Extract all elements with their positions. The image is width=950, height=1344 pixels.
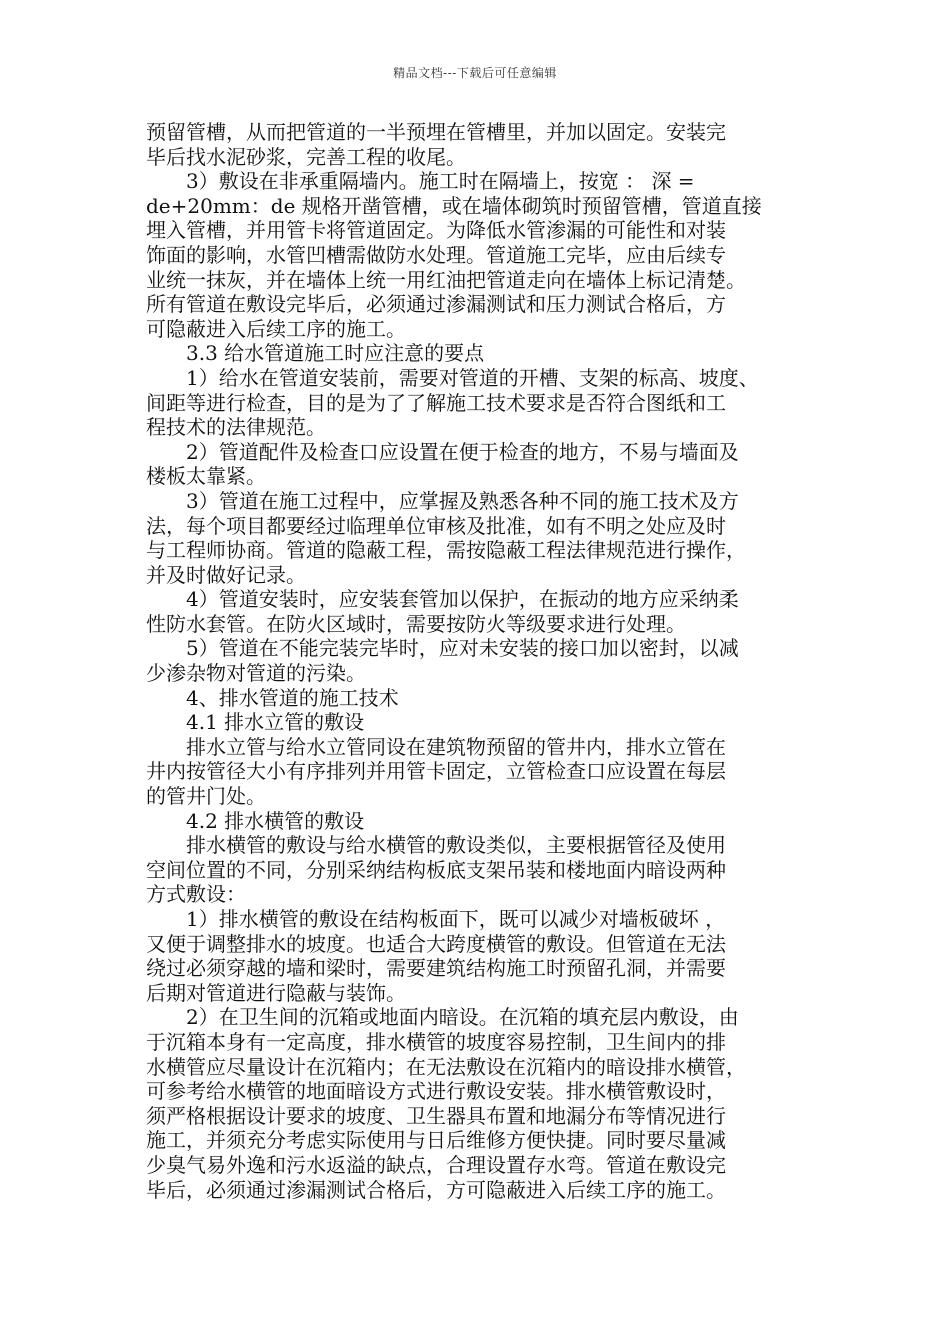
text-line: 埋入管槽，并用管卡将管道固定。为降低水管渗漏的可能性和对装	[146, 218, 726, 243]
text-line: 程技术的法律规范。	[146, 415, 326, 440]
text-line: 3）管道在施工过程中，应掌握及熟悉各种不同的施工技术及方	[186, 488, 739, 513]
text-line: 毕后找水泥砂浆，完善工程的收尾。	[146, 144, 466, 169]
text-line: 5）管道在不能完装完毕时，应对未安装的接口加以密封，以减	[186, 636, 739, 661]
text-line: 少渗杂物对管道的污染。	[146, 661, 366, 686]
text-line: 于沉箱本身有一定高度，排水横管的坡度容易控制，卫生间内的排	[146, 1029, 726, 1054]
text-line: 4.1 排水立管的敷设	[186, 710, 365, 735]
text-line: 又便于调整排水的坡度。也适合大跨度横管的敷设。但管道在无法	[146, 931, 726, 956]
text-line: 1）给水在管道安装前，需要对管道的开槽、支架的标高、坡度、	[186, 365, 759, 390]
document-body	[146, 120, 806, 1202]
text-line: 4.2 排水横管的敷设	[186, 808, 365, 833]
text-line: 所有管道在敷设完毕后，必须通过渗漏测试和压力测试合格后，方	[146, 292, 726, 317]
text-line: 可隐蔽进入后续工序的施工。	[146, 316, 406, 341]
text-line: 楼板太靠紧。	[146, 464, 266, 489]
text-line: 的管井门处。	[146, 784, 266, 809]
text-line: 绕过必须穿越的墙和梁时，需要建筑结构施工时预留孔洞，并需要	[146, 956, 726, 981]
text-line: 3）敷设在非承重隔墙内。施工时在隔墙上，按宽 ： 深 =	[186, 169, 695, 194]
text-line: 4）管道安装时，应安装套管加以保护，在振动的地方应采纳柔	[186, 587, 739, 612]
text-line: 后期对管道进行隐蔽与装饰。	[146, 980, 406, 1005]
text-line: 1）排水横管的敷设在结构板面下，既可以减少对墙板破坏 ，	[186, 907, 726, 931]
text-line: 业统一抹灰，并在墙体上统一用红油把管道走向在墙体上标记清楚。	[146, 267, 746, 292]
text-line: 与工程师协商。管道的隐蔽工程，需按隐蔽工程法律规范进行操作，	[146, 538, 746, 563]
text-line: 少臭气易外逸和污水返溢的缺点，合理设置存水弯。管道在敷设完	[146, 1152, 726, 1177]
text-line: 水横管应尽量设计在沉箱内；在无法敷设在沉箱内的暗设排水横管，	[146, 1054, 746, 1079]
text-line: 施工，并须充分考虑实际使用与日后维修方便快捷。同时要尽量减	[146, 1128, 726, 1153]
text-line: 饰面的影响，水管凹槽需做防水处理。管道施工完毕，应由后续专	[146, 242, 726, 267]
text-line: 排水立管与给水立管同设在建筑物预留的管井内，排水立管在	[186, 734, 726, 759]
text-line: 井内按管径大小有序排列并用管卡固定，立管检查口应设置在每层	[146, 759, 726, 784]
text-line: 预留管槽，从而把管道的一半预埋在管槽里，并加以固定。安装完	[146, 120, 726, 144]
text-line: 空间位置的不同，分别采纳结构板底支架吊装和楼地面内暗设两种	[146, 857, 726, 882]
text-line: 间距等进行检查，目的是为了了解施工技术要求是否符合图纸和工	[146, 390, 726, 415]
text-line: 方式敷设：	[146, 882, 246, 907]
text-line: 法，每个项目都要经过临理单位审核及批准，如有不明之处应及时	[146, 513, 726, 538]
text-line: 须严格根据设计要求的坡度、卫生器具布置和地漏分布等情况进行	[146, 1103, 726, 1128]
text-line: 并及时做好记录。	[146, 562, 306, 587]
text-line: 性防水套管。在防火区域时，需要按防火等级要求进行处理。	[146, 611, 686, 636]
text-line: 可参考给水横管的地面暗设方式进行敷设安装。排水横管敷设时，	[146, 1079, 726, 1104]
text-line: 2）在卫生间的沉箱或地面内暗设。在沉箱的填充层内敷设，由	[186, 1005, 739, 1030]
text-line: 毕后，必须通过渗漏测试合格后，方可隐蔽进入后续工序的施工。	[146, 1177, 726, 1202]
text-line: 排水横管的敷设与给水横管的敷设类似，主要根据管径及使用	[186, 833, 726, 858]
text-line: 3.3 给水管道施工时应注意的要点	[186, 341, 485, 366]
page-header: 精品文档---下载后可任意编辑	[393, 66, 557, 80]
text-line: de+20mm：de 规格开凿管槽，或在墙体砌筑时预留管槽，管道直接	[146, 193, 762, 218]
text-line: 4、排水管道的施工技术	[186, 685, 399, 710]
text-line: 2）管道配件及检查口应设置在便于检查的地方，不易与墙面及	[186, 439, 739, 464]
